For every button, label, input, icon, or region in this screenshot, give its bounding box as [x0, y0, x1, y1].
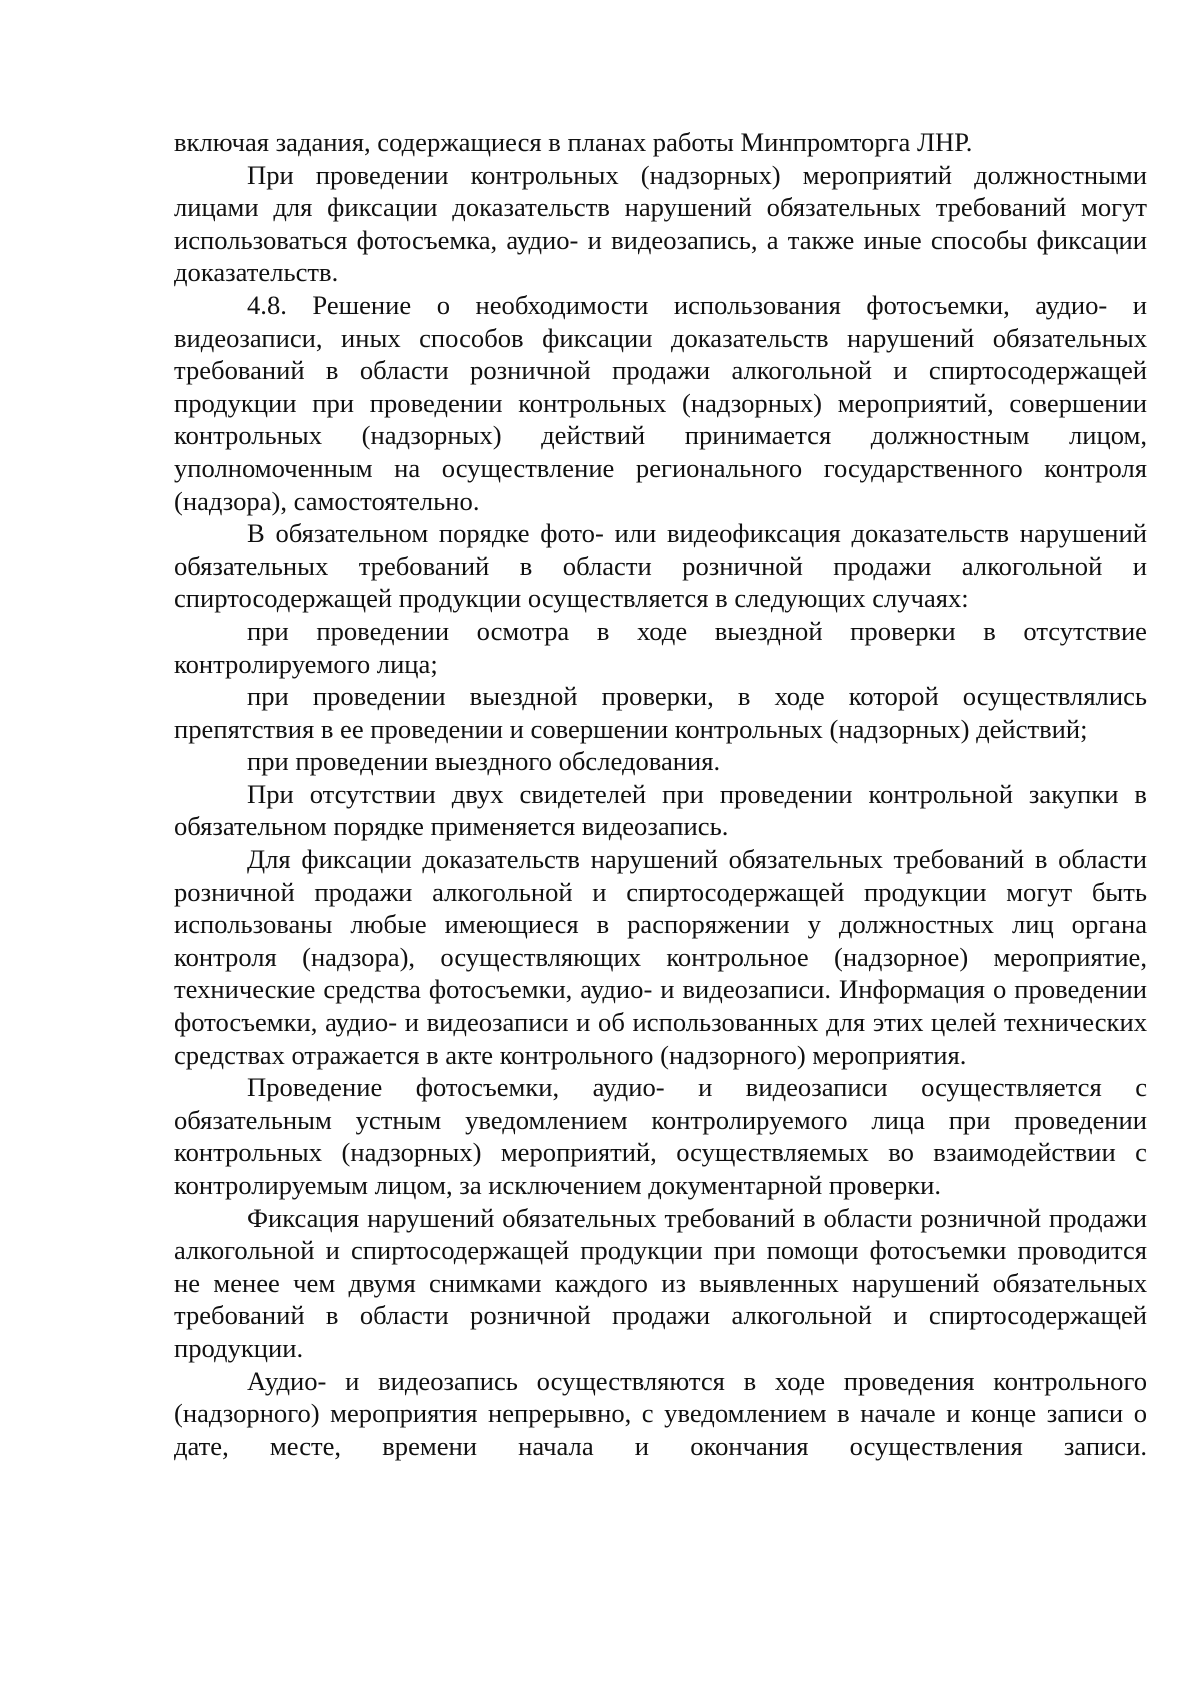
paragraph-audio-video-recording: Аудио- и видеозапись осуществляются в ходе проведения контрольного (надзорного) мероприятия непрерывно, с уведомлением в начале и конце записи о дате, месте, времени начала и окончания осуществления записи.	[174, 1365, 1147, 1461]
document-body	[174, 126, 1147, 1462]
paragraph-fixation-methods: При проведении контрольных (надзорных) мероприятий должностными лицами для фиксации доказательств нарушений обязательных требований могут использоваться фотосъемка, аудио- и видеозапись, а также иные способы фиксации доказательств.	[174, 159, 1147, 288]
list-item-obstruction: при проведении выездной проверки, в ходе которой осуществлялись препятствия в ее проведении и совершении контрольных (надзорных) действий;	[174, 681, 1147, 744]
paragraph-oral-notification: Проведение фотосъемки, аудио- и видеозаписи осуществляется с обязательным устным уведомлением контролируемого лица при проведении контрольных (надзорных) мероприятий, осуществляемых во взаимодействии с контролируемым лицом, за исключением документарной проверки.	[174, 1072, 1147, 1200]
paragraph-section-4-8: 4.8. Решение о необходимости использования фотосъемки, аудио- и видеозаписи, иных способов фиксации доказательств нарушений обязательных требований в области розничной продажи алкогольной и спиртосодержащей продукции при проведении контрольных (надзорных) мероприятий, совершении контрольных (надзорных) действий принимается должностным лицом, уполномоченным на осуществление регионального государственного контроля (надзора), самостоятельно.	[174, 289, 1147, 516]
list-item-inspection-absence: при проведении осмотра в ходе выездной проверки в отсутствие контролируемого лица;	[174, 615, 1147, 679]
paragraph-photo-requirements: Фиксация нарушений обязательных требований в области розничной продажи алкогольной и спиртосодержащей продукции при помощи фотосъемки проводится не менее чем двумя снимками каждого из выявленных нарушений обязательных требований в области розничной продажи алкогольной и спиртосодержащей продукции.	[174, 1202, 1147, 1363]
paragraph-continuation: включая задания, содержащиеся в планах работы Минпромторга ЛНР.	[174, 127, 973, 157]
list-item-field-survey: при проведении выездного обследования.	[247, 746, 721, 777]
paragraph-technical-means: Для фиксации доказательств нарушений обязательных требований в области розничной продажи алкогольной и спиртосодержащей продукции могут быть использованы любые имеющиеся в распоряжении у должностных лиц органа контроля (надзора), осуществляющих контрольное (надзорное) мероприятие, технические средства фотосъемки, аудио- и видеозаписи. Информация о проведении фотосъемки, аудио- и видеозаписи и об использованных для этих целей технических средствах отражается в акте контрольного (надзорного) мероприятия.	[174, 844, 1147, 1070]
paragraph-control-purchase: При отсутствии двух свидетелей при проведении контрольной закупки в обязательном порядке применяется видеозапись.	[174, 778, 1147, 842]
paragraph-mandatory-cases-intro: В обязательном порядке фото- или видеофиксация доказательств нарушений обязательных требований в области розничной продажи алкогольной и спиртосодержащей продукции осуществляется в следующих случаях:	[174, 518, 1147, 614]
